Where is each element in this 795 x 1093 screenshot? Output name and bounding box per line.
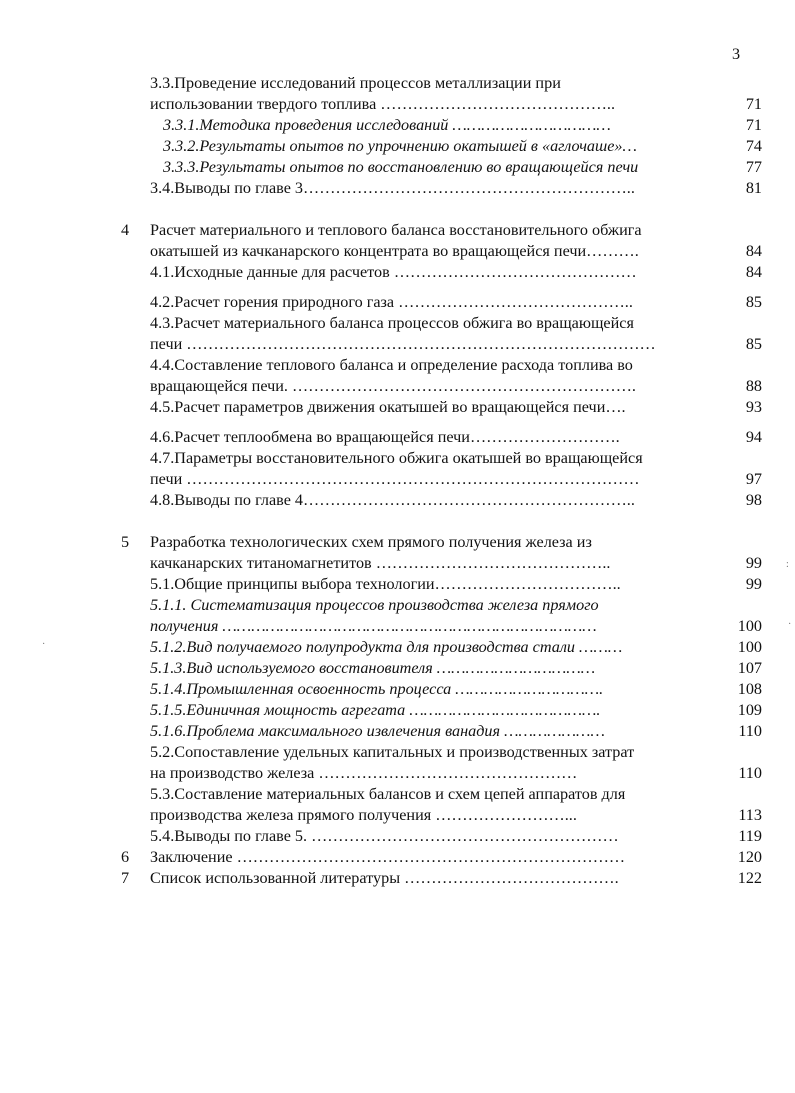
- toc-page-number: 77: [745, 158, 762, 176]
- page-number: 3: [732, 45, 741, 63]
- toc-entry: 4.2.Расчет горения природного газа ……………………………………..: [150, 293, 633, 311]
- toc-page-number: 100: [737, 617, 762, 635]
- toc-entry: 3.3.2.Результаты опытов по упрочнению окатышей в «аглочаше»…: [163, 137, 637, 155]
- toc-entry: 5.2.Сопоставление удельных капитальных и производственных затрат: [150, 743, 635, 761]
- scan-speck: ·: [42, 639, 46, 650]
- toc-page-number: 74: [745, 137, 762, 155]
- toc-entry: 4.7.Параметры восстановительного обжига окатышей во вращающейся: [150, 449, 643, 467]
- toc-entry: 5.1.5.Единичная мощность агрегата ………………………………….: [150, 701, 601, 719]
- toc-page-number: 107: [737, 659, 762, 677]
- toc-entry: производства железа прямого получения ……………………...: [150, 806, 577, 824]
- toc-entry: качканарских титаномагнетитов ……………………………………..: [150, 554, 611, 572]
- toc-entry: Расчет материального и теплового баланса восстановительного обжига: [150, 221, 642, 239]
- toc-entry: 5.1.1. Систематизация процессов производства железа прямого: [150, 596, 599, 614]
- toc-entry: 5.1.4.Промышленная освоенность процесса ………………………….: [150, 680, 604, 698]
- toc-entry: 5.1.Общие принципы выбора технологии……………………………..: [150, 575, 621, 593]
- toc-entry: 4.6.Расчет теплообмена во вращающейся печи……………………….: [150, 428, 620, 446]
- toc-page-number: 100: [737, 638, 762, 656]
- toc-page-number: 120: [737, 848, 762, 866]
- toc-entry: на производство железа …………………………………………: [150, 764, 578, 782]
- toc-entry: 3.3.1.Методика проведения исследований ……………………………: [163, 116, 611, 134]
- toc-entry: Заключение ………………………………………………………………: [150, 848, 626, 866]
- toc-entry: 3.4.Выводы по главе 3……………………………………………………..: [150, 179, 635, 197]
- toc-entry: 4.4.Составление теплового баланса и определение расхода топлива во: [150, 356, 633, 374]
- toc-entry: 5.1.3.Вид используемого восстановителя ……………………………: [150, 659, 596, 677]
- toc-page-number: 108: [737, 680, 762, 698]
- toc-entry: 3.3.Проведение исследований процессов металлизации при: [150, 74, 561, 92]
- chapter-number: 7: [121, 869, 130, 887]
- toc-entry: Разработка технологических схем прямого получения железа из: [150, 533, 592, 551]
- scan-speck: ·: [788, 619, 792, 630]
- toc-entry: 4.8.Выводы по главе 4……………………………………………………..: [150, 491, 635, 509]
- toc-entry: 3.3.3.Результаты опытов по восстановлению во вращающейся печи: [163, 158, 639, 176]
- toc-page-number: 71: [745, 95, 762, 113]
- toc-entry: 5.1.2.Вид получаемого полупродукта для производства стали ………: [150, 638, 623, 656]
- toc-page-number: 84: [745, 242, 762, 260]
- toc-page-number: 110: [738, 764, 762, 782]
- chapter-number: 5: [121, 533, 130, 551]
- toc-page-number: 84: [745, 263, 762, 281]
- toc-entry: 4.1.Исходные данные для расчетов ………………………………………: [150, 263, 637, 281]
- toc-entry: получения ……………………………………………………………………: [150, 617, 597, 635]
- toc-page-number: 99: [745, 575, 762, 593]
- toc-page-number: 93: [745, 398, 762, 416]
- toc-entry: 5.3.Составление материальных балансов и схем цепей аппаратов для: [150, 785, 626, 803]
- toc-page-number: 122: [737, 869, 762, 887]
- toc-page-number: 88: [745, 377, 762, 395]
- toc-entry: окатышей из качканарского концентрата во вращающейся печи……….: [150, 242, 639, 260]
- toc-page-number: 113: [738, 806, 762, 824]
- chapter-number: 4: [121, 221, 130, 239]
- toc-page-number: 71: [745, 116, 762, 134]
- chapter-number: 6: [121, 848, 130, 866]
- toc-page-number: 81: [745, 179, 762, 197]
- toc-page-number: 99: [745, 554, 762, 572]
- toc-entry: Список использованной литературы ………………………………….: [150, 869, 619, 887]
- toc-entry: 5.1.6.Проблема максимального извлечения ванадия …………………: [150, 722, 605, 740]
- toc-entry: 4.3.Расчет материального баланса процессов обжига во вращающейся: [150, 314, 634, 332]
- toc-entry: 4.5.Расчет параметров движения окатышей во вращающейся печи….: [150, 398, 626, 416]
- toc-page-number: 119: [738, 827, 762, 845]
- toc-entry: печи ……………………………………………………………………………: [150, 335, 656, 353]
- toc-page-number: 94: [745, 428, 762, 446]
- toc-entry: печи …………………………………………………………………………: [150, 470, 640, 488]
- toc-entry: использовании твердого топлива ……………………………………..: [150, 95, 616, 113]
- toc-entry: 5.4.Выводы по главе 5. …………………………………………………: [150, 827, 619, 845]
- toc-page-number: 85: [745, 293, 762, 311]
- toc-page-number: 109: [737, 701, 762, 719]
- toc-page-number: 110: [738, 722, 762, 740]
- toc-page-number: 97: [745, 470, 762, 488]
- toc-page-number: 85: [745, 335, 762, 353]
- scan-speck: :: [786, 559, 789, 570]
- toc-entry: вращающейся печи. ……………………………………………………….: [150, 377, 636, 395]
- toc-page-number: 98: [745, 491, 762, 509]
